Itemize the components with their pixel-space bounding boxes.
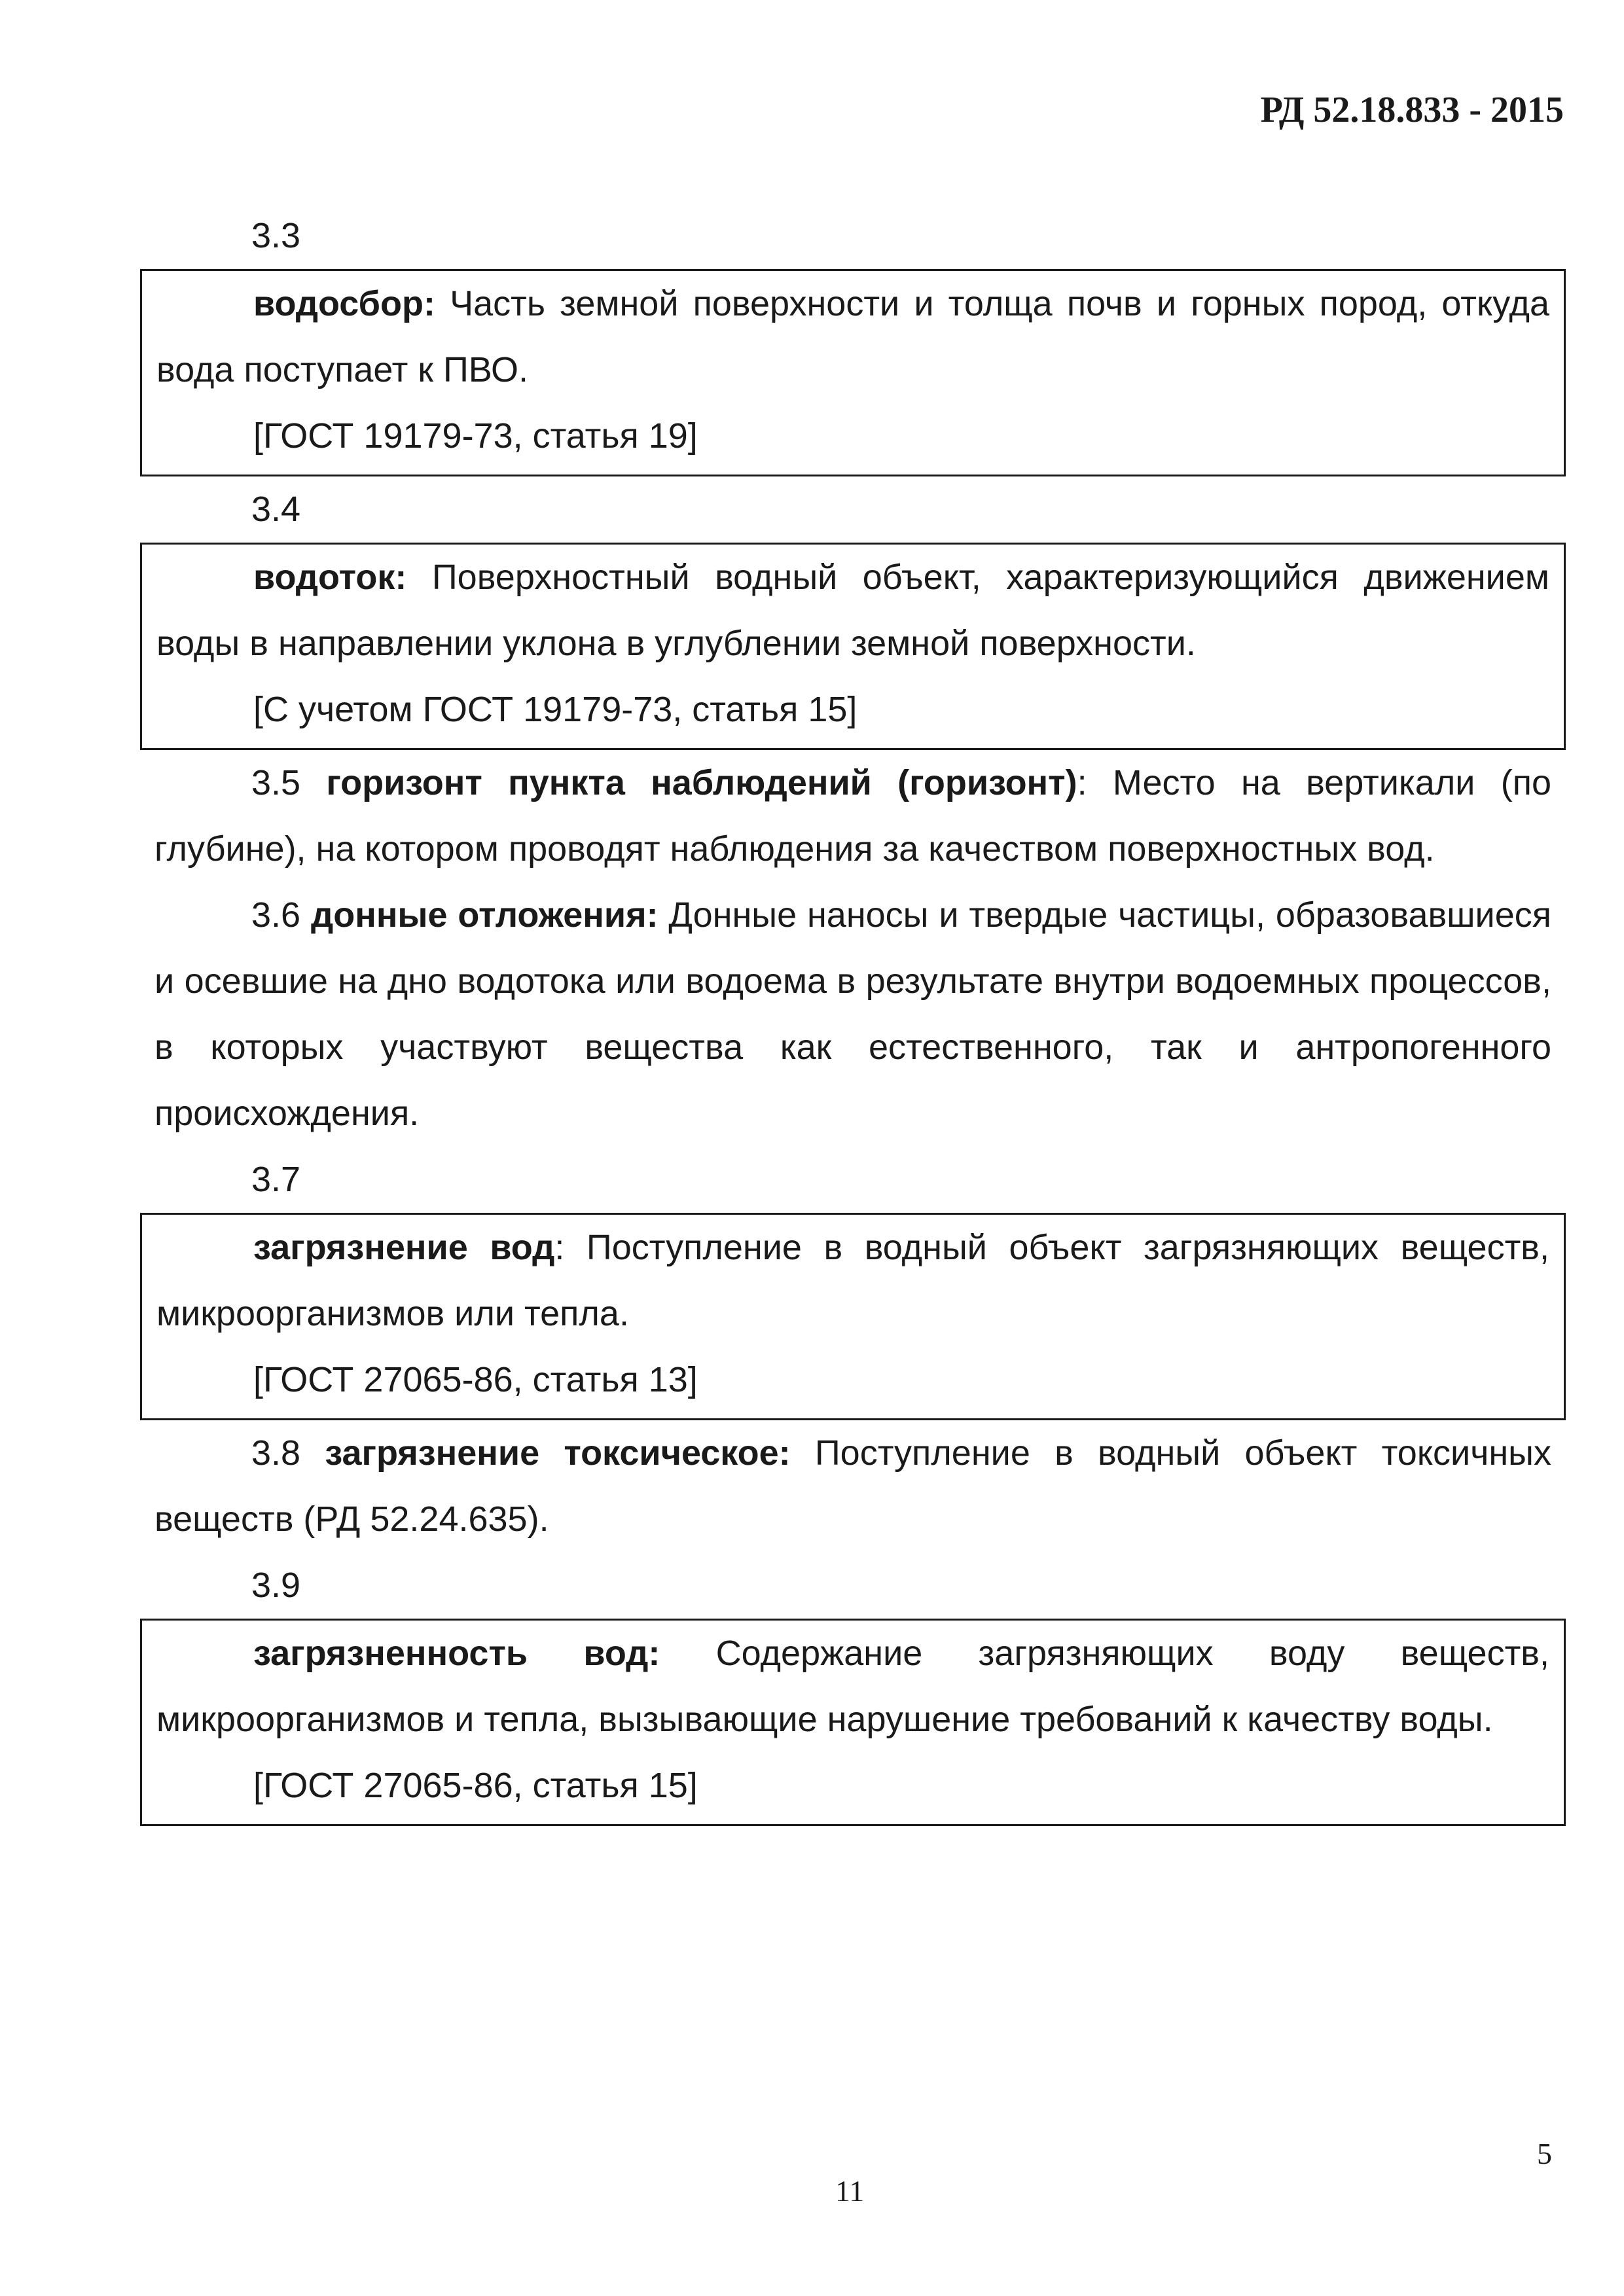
source-reference: [ГОСТ 27065-86, статья 13]: [253, 1360, 698, 1399]
term: горизонт пункта наблюдений (горизонт): [326, 763, 1077, 802]
term: водоток:: [253, 558, 407, 597]
definition-text: [156, 1621, 1549, 1753]
document-code: РД 52.18.833 - 2015: [1260, 90, 1564, 130]
page-number: 5: [1537, 2137, 1552, 2170]
definition: Поверхностный водный объект, характеризующийся движением воды в направлении уклона в углублении земной поверхности.: [156, 558, 1549, 663]
definition: Донные наносы и твердые частицы, образовавшиеся и осевшие на дно водотока или водоема в результате внутри водоемных процессов, в которых участвуют вещества как естественного, так и антропогенного происхождения.: [154, 895, 1551, 1133]
document-body: [154, 203, 1551, 1826]
source-reference: [ГОСТ 19179-73, статья 19]: [253, 416, 698, 456]
source-reference: [С учетом ГОСТ 19179-73, статья 15]: [253, 690, 857, 729]
definition-text: [156, 1215, 1549, 1347]
definition-paragraph: [154, 882, 1551, 1147]
definition: Содержание загрязняющих воду веществ, микроорганизмов и тепла, вызывающие нарушение требований к качеству воды.: [156, 1634, 1549, 1739]
section-number: 3.6: [251, 895, 301, 935]
section-number: 3.3: [251, 216, 301, 255]
definition: Поступление в водный объект токсичных веществ (РД 52.24.635).: [154, 1433, 1551, 1539]
term: донные отложения:: [310, 895, 659, 935]
sheet-number: 11: [835, 2174, 865, 2208]
definition-paragraph: [154, 750, 1551, 882]
definition-text: [156, 271, 1549, 403]
term: водосбор:: [253, 284, 435, 323]
term: загрязнение вод: [253, 1228, 555, 1267]
term: загрязненность вод:: [253, 1634, 660, 1673]
definition: Часть земной поверхности и толща почв и горных пород, откуда вода поступает к ПВО.: [156, 284, 1549, 389]
section-number: 3.5: [251, 763, 301, 802]
definition-box: [140, 269, 1566, 476]
section-number: 3.4: [251, 490, 301, 529]
source-reference: [ГОСТ 27065-86, статья 15]: [253, 1766, 698, 1805]
term: загрязнение токсическое:: [325, 1433, 791, 1473]
section-number: 3.9: [251, 1566, 301, 1605]
definition-box: [140, 543, 1566, 750]
definition-box: [140, 1619, 1566, 1826]
definition-text: [156, 545, 1549, 677]
section-number: 3.8: [251, 1433, 301, 1473]
definition: : Место на вертикали (по глубине), на котором проводят наблюдения за качеством поверхностных вод.: [154, 763, 1551, 869]
definition-box: [140, 1213, 1566, 1420]
definition-paragraph: [154, 1420, 1551, 1552]
section-number: 3.7: [251, 1160, 301, 1199]
definition: : Поступление в водный объект загрязняющих веществ, микроорганизмов или тепла.: [156, 1228, 1549, 1333]
